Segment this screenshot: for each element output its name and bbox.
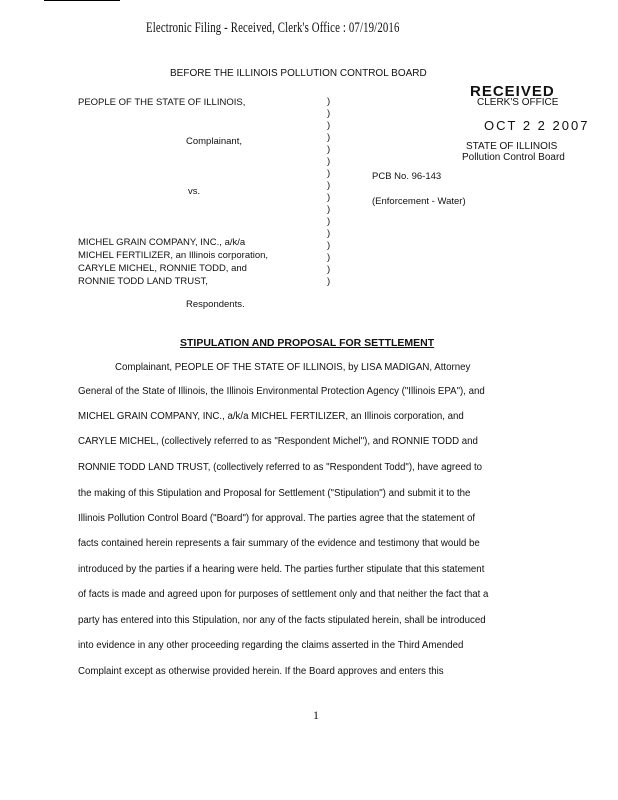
case-number: PCB No. 96-143 <box>372 171 442 182</box>
body-line: facts contained herein represents a fair summary of the evidence and testimony that would be <box>78 538 480 549</box>
caption-respondent-line: CARYLE MICHEL, RONNIE TODD, and <box>78 263 247 274</box>
filing-header: Electronic Filing - Received, Clerk's Office : 07/19/2016 <box>146 20 400 36</box>
caption-paren-column: ) ) ) ) ) ) ) ) ) ) ) ) ) ) ) ) <box>327 96 331 287</box>
body-line: of facts is made and agreed upon for purposes of settlement only and that neither the fact that a <box>78 589 489 600</box>
body-line: Complainant, PEOPLE OF THE STATE OF ILLINOIS, by LISA MADIGAN, Attorney <box>115 362 471 373</box>
page-number: 1 <box>313 708 319 722</box>
board-heading: BEFORE THE ILLINOIS POLLUTION CONTROL BOARD <box>170 68 427 79</box>
body-line: introduced by the parties if a hearing were held. The parties further stipulate that this statement <box>78 564 485 575</box>
top-rule <box>44 0 120 1</box>
caption-respondent-line: MICHEL GRAIN COMPANY, INC., a/k/a <box>78 237 246 248</box>
caption-respondent-line: RONNIE TODD LAND TRUST, <box>78 276 208 287</box>
body-line: General of the State of Illinois, the Illinois Environmental Protection Agency ("Illinois EPA"), and <box>78 386 485 397</box>
body-line: RONNIE TODD LAND TRUST, (collectively referred to as "Respondent Todd"), have agreed to <box>78 462 483 473</box>
body-line: party has entered into this Stipulation, nor any of the facts stipulated herein, shall be introduced <box>78 615 486 626</box>
stamp-received: RECEIVED <box>470 83 555 100</box>
stamp-board: Pollution Control Board <box>462 152 565 163</box>
body-line: Illinois Pollution Control Board ("Board") for approval. The parties agree that the statement of <box>78 513 476 524</box>
caption-complainant: Complainant, <box>186 136 242 147</box>
body-line: Complaint except as otherwise provided herein. If the Board approves and enters this <box>78 666 444 677</box>
caption-respondent-line: MICHEL FERTILIZER, an Illinois corporation, <box>78 250 269 261</box>
document-title: STIPULATION AND PROPOSAL FOR SETTLEMENT <box>180 337 435 349</box>
body-line: MICHEL GRAIN COMPANY, INC., a/k/a MICHEL FERTILIZER, an Illinois corporation, and <box>78 411 464 422</box>
stamp-date: OCT 2 2 2007 <box>484 118 590 133</box>
caption-respondents-label: Respondents. <box>186 299 245 310</box>
body-line: CARYLE MICHEL, (collectively referred to as "Respondent Michel"), and RONNIE TODD and <box>78 436 478 447</box>
stamp-office: CLERK'S OFFICE <box>477 97 559 108</box>
case-type: (Enforcement - Water) <box>372 196 466 207</box>
caption-vs: vs. <box>188 186 201 197</box>
stamp-state: STATE OF ILLINOIS <box>466 141 558 152</box>
caption-plaintiff: PEOPLE OF THE STATE OF ILLINOIS, <box>78 97 246 108</box>
body-line: the making of this Stipulation and Proposal for Settlement ("Stipulation") and submit it to the <box>78 488 471 499</box>
body-line: into evidence in any other proceeding regarding the claims asserted in the Third Amended <box>78 640 464 651</box>
